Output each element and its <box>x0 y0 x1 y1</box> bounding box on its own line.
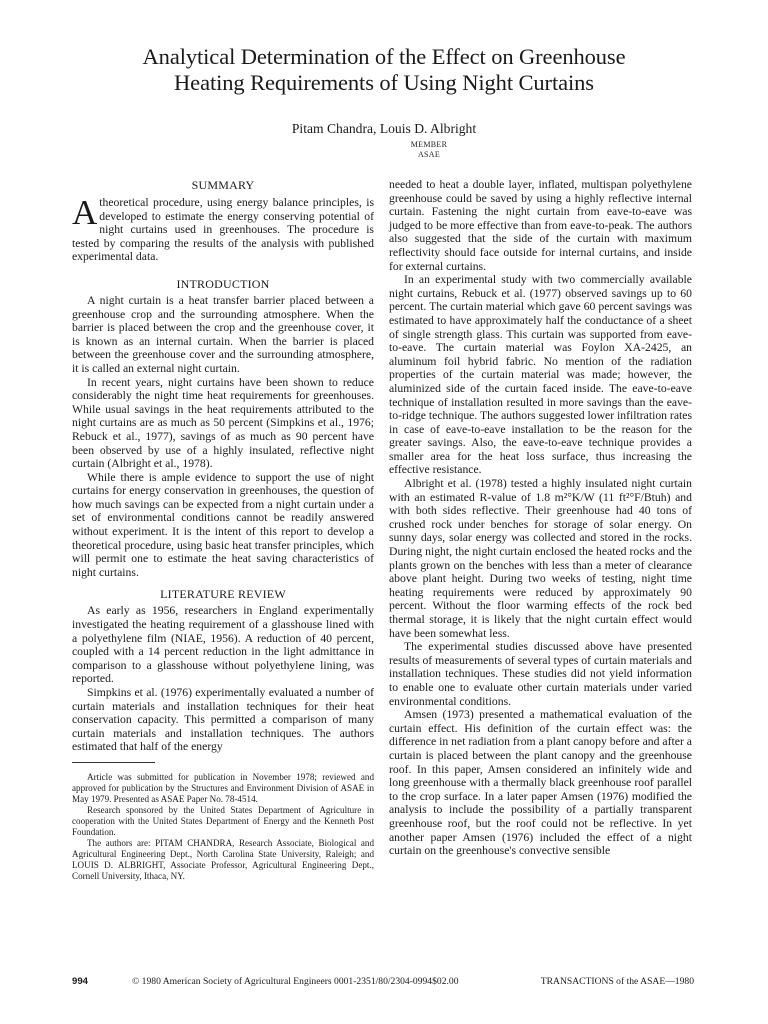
page-number: 994 <box>72 976 89 987</box>
paper-title <box>60 44 708 96</box>
member-line-2: ASAE <box>417 150 441 159</box>
right-paragraph-2: In an experimental study with two commercially available night curtains, Rebuck et al. (1977) observed savings up to 60 percent. The curtain material which gave 60 percent savings was estimated to have approximately half the conductance of a sheet of single strength glass. This curtain was supported from eave-to-eave. The curtain material was Foylon XA-2425, an aluminum foil hybrid fabric. No mention of the radiation properties of the curtain material was made; however, the aluminized side of the curtain faced inside. The eave-to-eave technique of installation resulted in more savings than the eave-to-ridge technique. The authors suggested lower infiltration rates in case of eave-to-eave installation to be the reason for the greater savings. Also, the eave-to-eave technique provides a smaller area for the heat loss surface, thus increasing the effective resistance. <box>389 273 692 477</box>
right-column <box>389 178 692 858</box>
left-column <box>72 178 374 882</box>
introduction-heading: INTRODUCTION <box>176 276 270 291</box>
summary-paragraph <box>72 193 374 264</box>
intro-paragraph-1: A night curtain is a heat transfer barrier placed between a greenhouse crop and the surrounding atmosphere. When the barrier is placed between the crop and the greenhouse cover, it is known as an internal curtain. When the barrier is placed between the greenhouse cover and the surrounding atmosphere, it is called an external night curtain. <box>72 293 374 375</box>
title-line-2: Heating Requirements of Using Night Curtains <box>174 70 594 95</box>
title-line-1: Analytical Determination of the Effect on Greenhouse <box>142 44 626 69</box>
member-line-1: MEMBER <box>410 140 448 149</box>
right-paragraph-5: Amsen (1973) presented a mathematical evaluation of the curtain effect. His definition of the curtain effect was: the difference in net radiation from a plant canopy before and after a curtain is placed between the plant canopy and the greenhouse roof. In this paper, Amsen considered an infinitely wide and long greenhouse with a thermally black greenhouse roof parallel to the crop surface. In a later paper Amsen (1976) modified the analysis to include the possibility of a partially transparent greenhouse roof, but the roof could not be reflective. In yet another paper Amsen (1976) included the effect of a night curtain on the greenhouse's convective sensible <box>389 708 692 858</box>
summary-heading: SUMMARY <box>191 178 255 192</box>
summary-text: theoretical procedure, using energy balance principles, is developed to estimate the energy conserving potential of night curtains used in greenhouses. The procedure is tested by comparing the results of the analysis with published experimental data. <box>72 196 374 264</box>
footnote-sponsor: Research sponsored by the United States Department of Agriculture in cooperation with the United States Department of Energy and the Kenneth Post Foundation. <box>72 804 374 837</box>
footnote-submission: Article was submitted for publication in November 1978; reviewed and approved for publication by the Structures and Environment Division of ASAE in May 1979. Presented as ASAE Paper No. 78-4514. <box>72 771 374 804</box>
right-paragraph-4: The experimental studies discussed above have presented results of measurements of several types of curtain materials and installation techniques. These studies did not yield information to enable one to evaluate other curtain materials under varied environmental conditions. <box>389 640 692 708</box>
footnote-rule <box>72 762 155 763</box>
copyright-notice: © 1980 American Society of Agricultural Engineers 0001-2351/80/2304-0994$02.00 <box>132 976 459 987</box>
intro-paragraph-2: In recent years, night curtains have been shown to reduce considerably the night time heat requirements for greenhouses. While usual savings in the heat requirements attributed to the night curtains are as much as 50 percent (Simpkins et al., 1976; Rebuck et al., 1977), savings of as much as 90 percent have been observed by use of a highly insulated, reflective night curtain (Albright et al., 1978). <box>72 375 374 471</box>
right-paragraph-1: needed to heat a double layer, inflated, multispan polyethylene greenhouse could be saved by using a highly reflective internal curtain. Fastening the night curtain from eave-to-eave was judged to be more effective than from eave-to-peak. The authors also suggested that the side of the curtain with maximum reflectivity should face outside for internal curtains, and inside for external curtains. <box>389 178 692 273</box>
member-label <box>384 140 474 160</box>
author-line: Pitam Chandra, Louis D. Albright <box>291 121 477 136</box>
journal-name: TRANSACTIONS of the ASAE—1980 <box>540 976 694 987</box>
footnote-authors: The authors are: PITAM CHANDRA, Research Associate, Biological and Agricultural Engineering Dept., North Carolina State University, Raleigh; and LOUIS D. ALBRIGHT, Associate Professor, Agricultural Engineering Dept., Cornell University, Ithaca, NY. <box>72 837 374 881</box>
lit-paragraph-1: As early as 1956, researchers in England experimentally investigated the heating requirement of a glasshouse lined with a polyethylene film (NIAE, 1956). A reduction of 40 percent, coupled with a 14 percent reduction in the light admittance in comparison to a glasshouse without polyethylene lining, was reported. <box>72 604 374 686</box>
lit-paragraph-2: Simpkins et al. (1976) experimentally evaluated a number of curtain materials and installation techniques for their heat conservation capacity. This permitted a comparison of many curtain materials and installation techniques. The authors estimated that half of the energy <box>72 686 374 754</box>
intro-paragraph-3: While there is ample evidence to support the use of night curtains for energy conservation in greenhouses, the question of how much savings can be expected from a night curtain under a set of environmental conditions cannot be readily answered without experiment. It is the intent of this report to develop a theoretical procedure, using basic heat transfer principles, which will permit one to estimate the heat saving characteristics of night curtains. <box>72 470 374 579</box>
literature-review-heading: LITERATURE REVIEW <box>160 587 286 602</box>
page-footer <box>72 976 694 990</box>
right-paragraph-3: Albright et al. (1978) tested a highly insulated night curtain with an estimated R-value of 1.8 m²°K/W (11 ft²°F/Btuh) and with both sides reflective. Their greenhouse had 40 tons of crushed rock under benches for storage of solar energy. On sunny days, solar energy was collected and stored in the rocks. During night, the night curtain enclosed the heated rocks and the plants grown on the benches with less than a meter of clearance above plant height. During two weeks of testing, night time heating requirements were reduced by approximately 90 percent. Without the floor warming effects of the rock bed thermal storage, it is likely that the night curtain effect would have been somewhat less. <box>389 477 692 640</box>
summary-dropcap: A <box>72 193 98 232</box>
